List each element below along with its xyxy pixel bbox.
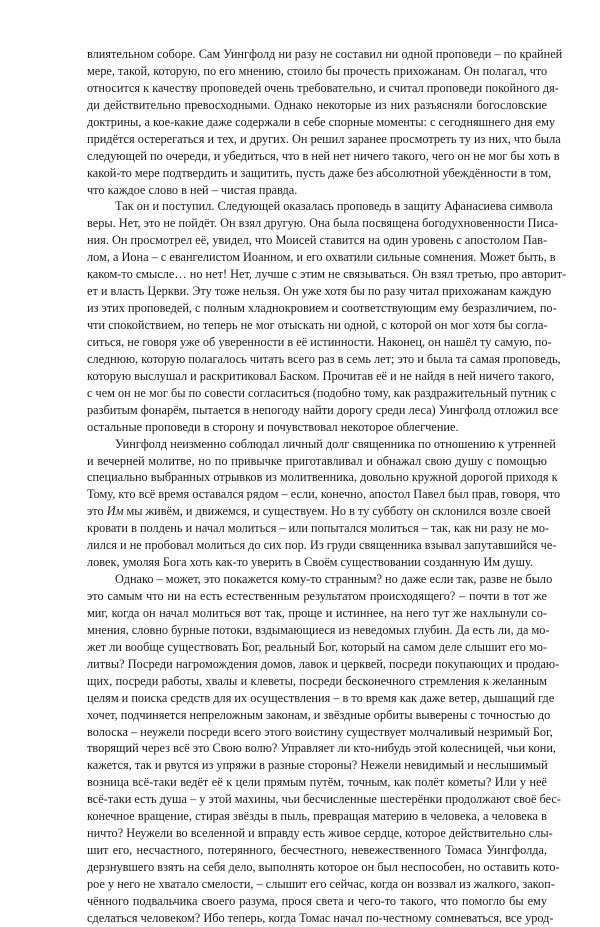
text-line: щих, посреди работы, хвалы и клеветы, посреди бесконечного стремления к желанным [87, 673, 547, 688]
text-line: всё-таки есть душа – у этой махины, чьи бесчисленные шестерёнки продолжают своё бес- [87, 792, 561, 807]
text-line: рое у него не хватало смелости, – слышит его сейчас, когда он воззвал из жалкого, закоп- [87, 876, 555, 891]
text-line: ситься, не говоря уже об уверенности в её истинности. Наконец, он нашёл ту самую, по- [87, 334, 552, 349]
text-line: специально выбранных отрывков из молитвенника, довольно кружной дорогой приходя к [87, 470, 558, 485]
text-line: чённого подвальчика своего разума, прося света и чего-то такого, что помогло бы ему [87, 893, 547, 908]
body-text [87, 46, 567, 927]
text-line: жет ли вообще существовать Бог, реальный Бог, который на самом деле слышит его мо- [87, 639, 547, 654]
text-line: кажется, так и рвутся из упряжи в разные стороны? Нежели невидимый и неслышимый [87, 758, 548, 773]
text-line: придётся остерегаться и тех, и других. Он решил заранее просмотреть ту из них, что была [87, 131, 561, 146]
text-line: которую выслушал и раскритиковал Баском. Прочитав её и не найдя в ней ничего такого, [87, 368, 555, 383]
text-line: с чем он не мог бы по совести согласиться (подобно тому, как раздражительный путник с [87, 385, 557, 400]
paragraph [87, 46, 563, 198]
text-line: миг, когда он начал молиться вот так, проще и истиннее, на него тут же нахлынули со- [87, 605, 547, 620]
text-line: относится к качеству проповедей очень требовательно, и считал проповеди покойного дя- [87, 80, 559, 95]
text-line: веры. Нет, это не пойдёт. Он взял другую. Она была посвящена богодухновенности Писа- [87, 216, 559, 231]
text-line: литвы? Посреди нагромождения домов, лавок и церквей, посреди покупающих и продаю- [87, 656, 560, 671]
text-line: шит его, несчастного, потерянного, бесчестного, невежественного Томаса Уингфолда, [87, 843, 547, 858]
text-line: это самым что ни на есть естественным результатом происходящего? – почти в тот же [87, 589, 547, 603]
text-line: лом, а Иона – с евангелистом Иоанном, и его охватили сильные сомнения. Может быть, в [87, 250, 556, 265]
text-line: следнюю, которую полагалось читать всего раз в семь лет; это и была та самая проповедь, [87, 351, 561, 366]
text-line: сделаться человеком? Ибо теперь, когда Томас начал по-честному сомневаться, все урод- [87, 910, 554, 925]
text-line: волоска – неужели посреди всего этого воистину существует молчаливый незримый Бог, [87, 724, 553, 739]
text-line: доктрины, а кое-какие даже содержали в себе спорные моменты: с сегодняшнего дня ему [87, 114, 556, 129]
text-line: мере, такой, которую, по его мнению, стоило бы прочесть прихожанам. Он полагал, что [87, 63, 548, 78]
text-line: Тому, кто всё время оставался рядом – если, конечно, апостол Павел был прав, говоря, что [87, 487, 561, 502]
text-line: какой-то мере подтвердить и защитить, пусть даже без абсолютной убеждённости в том, [87, 165, 552, 180]
text-line: конечное вращение, стирая звёзды в пыль, превращая материю в человека, а человека в [87, 809, 547, 824]
text-line: кровати в полдень и начал молиться – или попытался молиться – так, как ни разу не мо- [87, 521, 550, 536]
text-line: ния. Он просмотрел её, увидел, что Моисей ставится на один уровень с апостолом Пав- [87, 233, 548, 248]
text-line: Так он и поступил. Следующей оказалась проповедь в защиту Афанасиева символа [115, 199, 553, 214]
paragraph [87, 436, 561, 572]
text-line: творящий через всё это Свою волю? Управляет ли кто-нибудь этой колесницей, чьи кони, [87, 741, 556, 756]
text-line: чти спокойствием, но теперь не мог отыскать ни одной, с которой он мог хотя бы согла- [87, 318, 548, 332]
text-line: дерзнувшего взять на себя дело, выполнять которое он был неспособен, но оставить кото- [87, 860, 560, 874]
text-line: что каждое слово в ней – чистая правда. [87, 182, 298, 197]
paragraph [87, 571, 561, 927]
text-line: возница всё-таки ведёт её к цели прямым путём, точным, как полёт кометы? Или у неё [87, 775, 547, 790]
text-line: лился и не пробовал молиться до сих пор. Из груди священника взывал запутавшийся че- [87, 538, 557, 553]
text-line: ничто? Неужели во вселенной и вправду есть живое сердце, которое действительно слы- [87, 826, 553, 841]
text-line: ет и власть Церкви. Эту тоже нельзя. Он уже хотя бы по разу читал прихожанам каждую [87, 284, 552, 299]
text-line: каком-то смысле… но нет! Нет, лучше с этим не связываться. Он взял третью, про авторит- [87, 267, 567, 282]
text-line: ди действительно превосходными. Однако некоторые из них разъясняли богословские [87, 97, 547, 112]
text-line: целям и поиска средств для их осуществления – в то время как даже ветер, дышащий где [87, 690, 555, 705]
text-line: это Им мы живём, и движемся, и существуем. Но в ту субботу он склонился возле своей [87, 504, 551, 519]
text-line: ловек, умоляя Бога хоть как-то уверить в Своём существовании созданную Им душу. [87, 555, 533, 570]
text-line: Уингфолд неизменно соблюдал личный долг священника по отношению к утренней [115, 436, 556, 451]
paragraph [87, 198, 567, 435]
text-line: и вечерней молитве, но по привычке приготавливал и обнажал свою душу с помощью [87, 453, 547, 468]
text-line: следующей по очереди, и убедиться, что в ней нет ничего такого, чего он не мог бы хоть в [87, 148, 560, 163]
text-line: хочет, подчиняется непреложным законам, и звёздные орбиты выверены с точностью до [87, 707, 551, 722]
text-line: Однако – может, это покажется кому-то странным? но даже если так, разве не было [115, 572, 553, 587]
text-line: мнения, словно бурные потоки, вздымающиеся из неведомых глубин. Да есть ли, да мо- [87, 622, 550, 637]
text-line: остальные проповеди в сторону и почувствовал некоторое облегчение. [87, 419, 459, 434]
text-line: разбитым фонарём, пытается в непогоду найти дорогу среди леса) Уингфолд отложил все [87, 402, 559, 417]
text-line: из этих проповедей, с полным хладнокровием и соответствующим ему безразличием, по- [87, 301, 557, 316]
text-line: влиятельном соборе. Сам Уингфолд ни разу не составил ни одной проповеди – по крайней [87, 47, 563, 61]
